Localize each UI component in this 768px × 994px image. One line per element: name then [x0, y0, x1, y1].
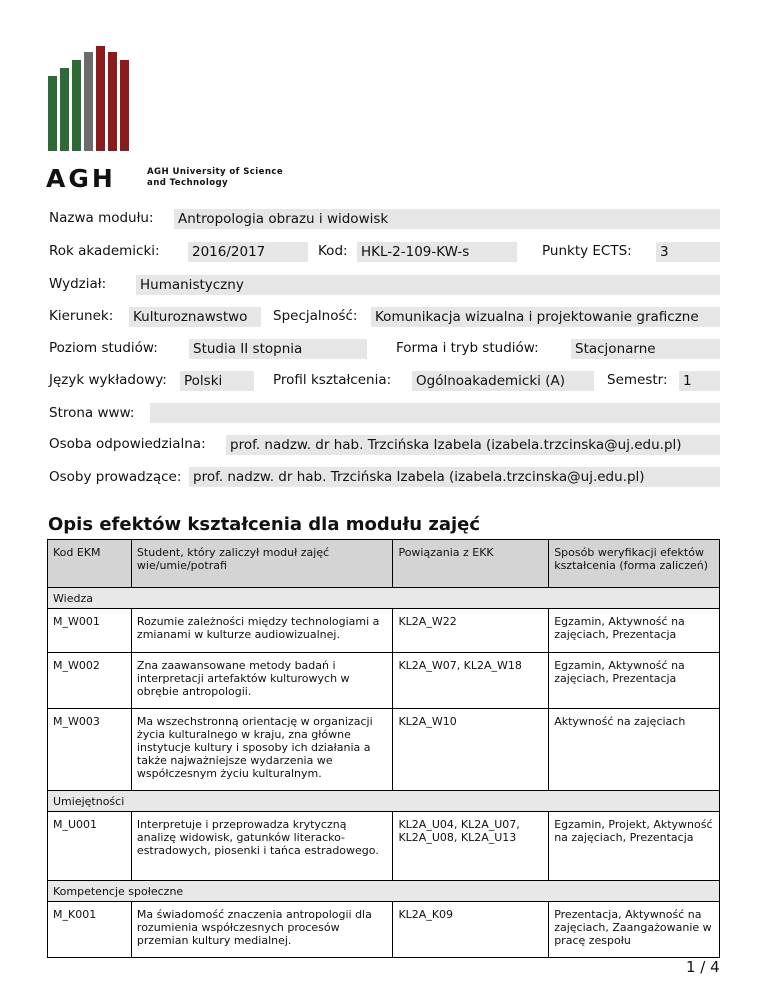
table-row [48, 709, 720, 791]
teachers-label: Osoby prowadzące: [49, 469, 182, 485]
cell-links: KL2A_W22 [393, 609, 549, 653]
profile-label: Profil kształcenia: [273, 372, 392, 388]
study-form-value: Stacjonarne [571, 339, 720, 359]
language-label: Język wykładowy: [49, 372, 167, 388]
section-label: Kompetencje społeczne [48, 881, 720, 902]
field-of-study-value: Kulturoznawstwo [129, 307, 261, 327]
table-row [48, 609, 720, 653]
cell-code: M_W001 [48, 609, 132, 653]
field-of-study-label: Kierunek: [49, 308, 114, 324]
responsible-person-label: Osoba odpowiedzialna: [49, 436, 206, 452]
semester-label: Semestr: [607, 372, 668, 388]
agh-logo-subtitle [147, 167, 283, 189]
cell-links: KL2A_K09 [393, 902, 549, 958]
cell-outcome: Rozumie zależności między technologiami a zmianami w kulturze audiowizualnej. [131, 609, 393, 653]
header-outcome: Student, który zaliczył moduł zajęć wie/umie/potrafi [131, 540, 393, 588]
cell-outcome: Interpretuje i przeprowadza krytyczną analizę widowisk, gatunków literacko-estradowych, piosenki i tańca estradowego. [131, 812, 393, 881]
table-row [48, 902, 720, 958]
faculty-label: Wydział: [49, 276, 107, 292]
cell-outcome: Ma wszechstronną orientację w organizacji życia kulturalnego w kraju, zna główne instytucje kultury i sposoby ich działania a także najważniejsze wydarzenia we współczesnym życiu kulturalnym. [131, 709, 393, 791]
cell-code: M_K001 [48, 902, 132, 958]
header-code: Kod EKM [48, 540, 132, 588]
ects-label: Punkty ECTS: [542, 243, 632, 259]
academic-year-label: Rok akademicki: [49, 243, 160, 259]
cell-verification: Egzamin, Aktywność na zajęciach, Prezentacja [549, 653, 720, 709]
study-form-label: Forma i tryb studiów: [396, 340, 539, 356]
section-title: Opis efektów kształcenia dla modułu zajęć [48, 514, 481, 535]
learning-outcomes-table [47, 539, 720, 958]
faculty-value: Humanistyczny [136, 275, 720, 295]
cell-verification: Egzamin, Projekt, Aktywność na zajęciach, Prezentacja [549, 812, 720, 881]
table-header-row [48, 540, 720, 588]
table-row [48, 653, 720, 709]
header-links: Powiązania z EKK [393, 540, 549, 588]
language-value: Polski [180, 371, 254, 391]
cell-verification: Egzamin, Aktywność na zajęciach, Prezentacja [549, 609, 720, 653]
academic-year-value: 2016/2017 [188, 242, 308, 262]
cell-code: M_W002 [48, 653, 132, 709]
agh-logo-bars-icon [46, 46, 142, 156]
page-number: 1 / 4 [686, 958, 720, 976]
cell-verification: Prezentacja, Aktywność na zajęciach, Zaangażowanie w pracę zespołu [549, 902, 720, 958]
table-row [48, 812, 720, 881]
cell-code: M_U001 [48, 812, 132, 881]
cell-outcome: Ma świadomość znaczenia antropologii dla rozumienia współczesnych procesów przemian kultury medialnej. [131, 902, 393, 958]
semester-value: 1 [679, 371, 720, 391]
website-value [150, 403, 720, 423]
section-row-social-competences [48, 881, 720, 902]
section-label: Umiejętności [48, 791, 720, 812]
specialty-label: Specjalność: [273, 308, 358, 324]
code-value: HKL-2-109-KW-s [357, 242, 517, 262]
module-name-label: Nazwa modułu: [49, 210, 154, 226]
specialty-value: Komunikacja wizualna i projektowanie graficzne [371, 307, 720, 327]
cell-links: KL2A_U04, KL2A_U07, KL2A_U08, KL2A_U13 [393, 812, 549, 881]
agh-logo-subtitle-line1: AGH University of Science [147, 167, 284, 177]
cell-code: M_W003 [48, 709, 132, 791]
cell-links: KL2A_W07, KL2A_W18 [393, 653, 549, 709]
cell-outcome: Zna zaawansowane metody badań i interpretacji artefaktów kulturowych w obrębie antropologii. [131, 653, 393, 709]
agh-logo-subtitle-line2: and Technology [147, 178, 229, 188]
responsible-person-value: prof. nadzw. dr hab. Trzcińska Izabela (izabela.trzcinska@uj.edu.pl) [226, 435, 720, 455]
profile-value: Ogólnoakademicki (A) [412, 371, 594, 391]
study-level-label: Poziom studiów: [49, 340, 158, 356]
agh-logo-letters: AGH [46, 164, 116, 193]
section-label: Wiedza [48, 588, 720, 609]
section-row-skills [48, 791, 720, 812]
module-name-value: Antropologia obrazu i widowisk [174, 209, 720, 229]
teachers-value: prof. nadzw. dr hab. Trzcińska Izabela (izabela.trzcinska@uj.edu.pl) [189, 467, 720, 487]
cell-links: KL2A_W10 [393, 709, 549, 791]
header-verification: Sposób weryfikacji efektów kształcenia (forma zaliczeń) [549, 540, 720, 588]
cell-verification: Aktywność na zajęciach [549, 709, 720, 791]
ects-value: 3 [656, 242, 720, 262]
study-level-value: Studia II stopnia [189, 339, 367, 359]
website-label: Strona www: [49, 405, 135, 421]
section-row-knowledge [48, 588, 720, 609]
code-label: Kod: [318, 243, 348, 259]
